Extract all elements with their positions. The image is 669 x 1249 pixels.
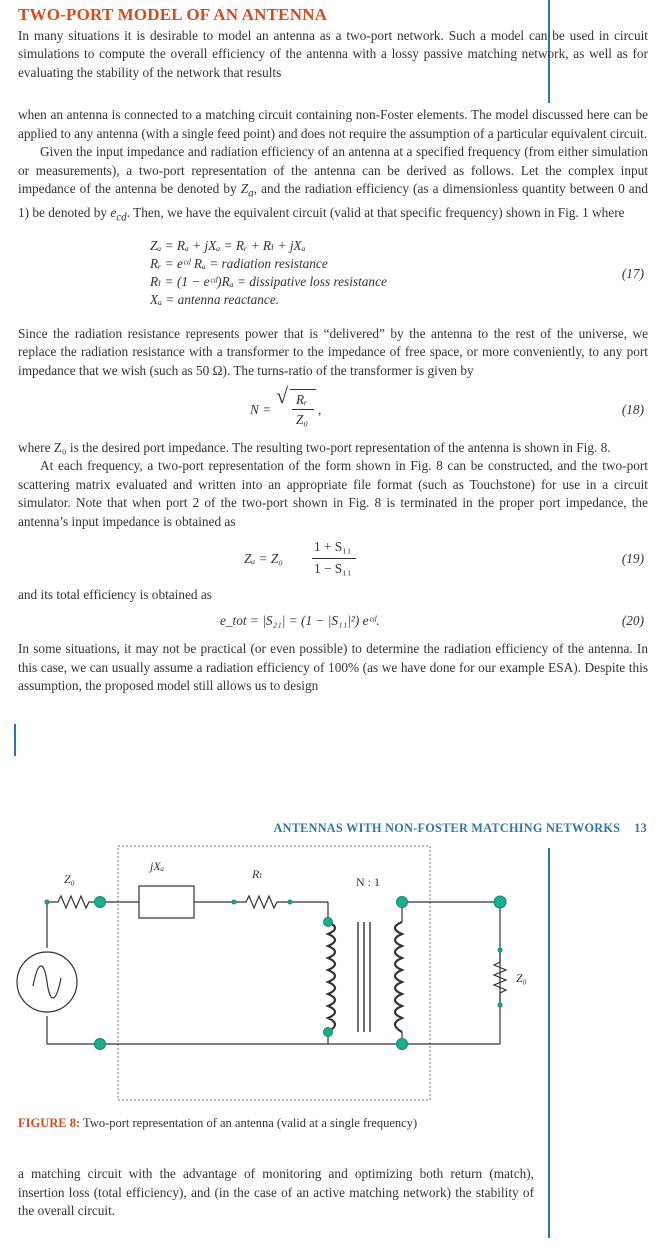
two-port-dashed-box bbox=[118, 846, 430, 1100]
paragraph-7: and its total efficiency is obtained as bbox=[18, 586, 212, 602]
label-rl: Rₗ bbox=[252, 867, 263, 881]
source-branch bbox=[47, 902, 500, 1044]
equation-17 bbox=[18, 233, 648, 321]
eq20-text: e_tot = |S₂₁| = (1 − |S₁₁|²) eᶜᵈ. bbox=[220, 613, 380, 629]
eq18-number: (18) bbox=[621, 401, 644, 417]
paragraph-3: Given the input impedance and radiation efficiency of an antenna at a specified frequency (from either simulation or measurements), a two-port representation of the antenna can be derived as follows. Let the complex input impedance of the antenna be denoted by $Z_a$, and the radiation efficiency (as a dimensionless quantity between 0 and 1) be denoted by $e_{cd}$. Then, we have the equivalent circuit (valid at that specific frequency) shown in Fig. 1 where bbox=[18, 144, 649, 224]
sqrt-sign: √ bbox=[276, 382, 289, 408]
running-head-title: ANTENNAS WITH NON-FOSTER MATCHING NETWORKS bbox=[273, 821, 621, 835]
sine-symbol bbox=[33, 966, 61, 998]
eq19-number: (19) bbox=[621, 550, 644, 566]
equation-19 bbox=[18, 532, 648, 586]
main-text-block bbox=[18, 106, 648, 696]
eq17-line1: Zₐ = Rₐ + jXₐ = Rᵣ + Rₗ + jXₐ bbox=[150, 237, 306, 253]
eq18-numerator: Rᵣ bbox=[296, 391, 308, 407]
eq17-line3: Rₗ = (1 − eᶜᵈ)Rₐ = dissipative loss resistance bbox=[150, 273, 387, 289]
figure-caption-text: Two-port representation of an antenna (valid at a single frequency) bbox=[80, 1116, 418, 1130]
eq18-denominator: Z₀ bbox=[296, 411, 309, 427]
eq19-top: 1 + S₁₁ bbox=[314, 538, 352, 554]
circuit-nodes bbox=[45, 896, 506, 1050]
voltage-source bbox=[17, 952, 77, 1012]
eq20-number: (20) bbox=[621, 613, 644, 629]
resistor-rl bbox=[234, 896, 290, 908]
equation-20 bbox=[18, 604, 648, 640]
figure-label: FIGURE 8: bbox=[18, 1116, 81, 1130]
paragraph-9: a matching circuit with the advantage of monitoring and optimizing both return (match), insertion loss (total efficiency), and (in the case of an active matching network) the stability of the overall circuit. bbox=[18, 1166, 534, 1219]
margin-rule-mid bbox=[14, 724, 16, 756]
paragraph-1: In many situations it is desirable to model an antenna as a two-port network. Such a model can be used in circuit simulations to compute the overall efficiency of the antenna with a lossy passive matching network, as well as for evaluating the stability of the network that results bbox=[18, 27, 648, 80]
running-head bbox=[274, 821, 647, 836]
eq17-number: (17) bbox=[621, 265, 644, 281]
label-ratio: N : 1 bbox=[356, 875, 380, 889]
reactance-box bbox=[139, 886, 194, 918]
paragraph-8: In some situations, it may not be practical (or even possible) to determine the radiation efficiency of the antenna. In this case, we can usually assume a radiation efficiency of 100% (as we have done for our example ESA). Despite this assumption, the proposed model still allows us to design bbox=[18, 641, 648, 694]
eq19-lhs: Zₐ = Z₀ bbox=[244, 550, 283, 566]
label-jxa: jXₐ bbox=[150, 859, 165, 873]
upper-text-block bbox=[18, 6, 648, 82]
page-number: 13 bbox=[634, 821, 647, 835]
transformer bbox=[328, 922, 402, 1032]
eq19-bottom: 1 − S₁₁ bbox=[314, 560, 352, 576]
label-z0-left: Z₀ bbox=[64, 872, 75, 886]
resistor-z0-left bbox=[47, 896, 100, 908]
figure-caption bbox=[18, 1116, 417, 1131]
resistor-z0-right bbox=[494, 950, 506, 1005]
paragraph-2: when an antenna is connected to a matching circuit containing non-Foster elements. The model discussed here can be applied to any antenna (with a single feed point) and does not require the assumption of a particular equivalent circuit. bbox=[18, 107, 648, 141]
eq18-lhs: N = bbox=[250, 401, 272, 417]
equation-18: N = √ Rᵣ Z₀ , (18) bbox=[18, 381, 648, 439]
eq17-line2: Rᵣ = eᶜᵈ Rₐ = radiation resistance bbox=[150, 255, 328, 271]
paragraph-6: At each frequency, a two-port representation of the form shown in Fig. 8 can be constructed, and the two-port scattering matrix evaluated and written into an appropriate file format (such as Touchstone) for use in a circuit simulator. Note that when port 2 of the two-port shown in Fig. 8 is terminated in the proper port impedance, the antenna’s input impedance is obtained as bbox=[18, 458, 648, 530]
paragraph-5: where Z₀ is the desired port impedance. The resulting two-port representation of the antenna is shown in Fig. 8. bbox=[18, 439, 611, 455]
label-z0-right: Z₀ bbox=[516, 971, 527, 985]
closing-text-block bbox=[18, 1165, 534, 1221]
section-title: TWO-PORT MODEL OF AN ANTENNA bbox=[18, 5, 328, 24]
eq17-line4: Xₐ = antenna reactance. bbox=[150, 291, 280, 307]
paragraph-4: Since the radiation resistance represents power that is “delivered” by the antenna to the rest of the universe, we replace the radiation resistance with a transformer to the impedance of free space, or more conveniently, to any port impedance that we wish (such as 50 Ω). The turns-ratio of the transformer is given by bbox=[18, 325, 648, 379]
margin-rule-bottom bbox=[548, 848, 550, 1238]
